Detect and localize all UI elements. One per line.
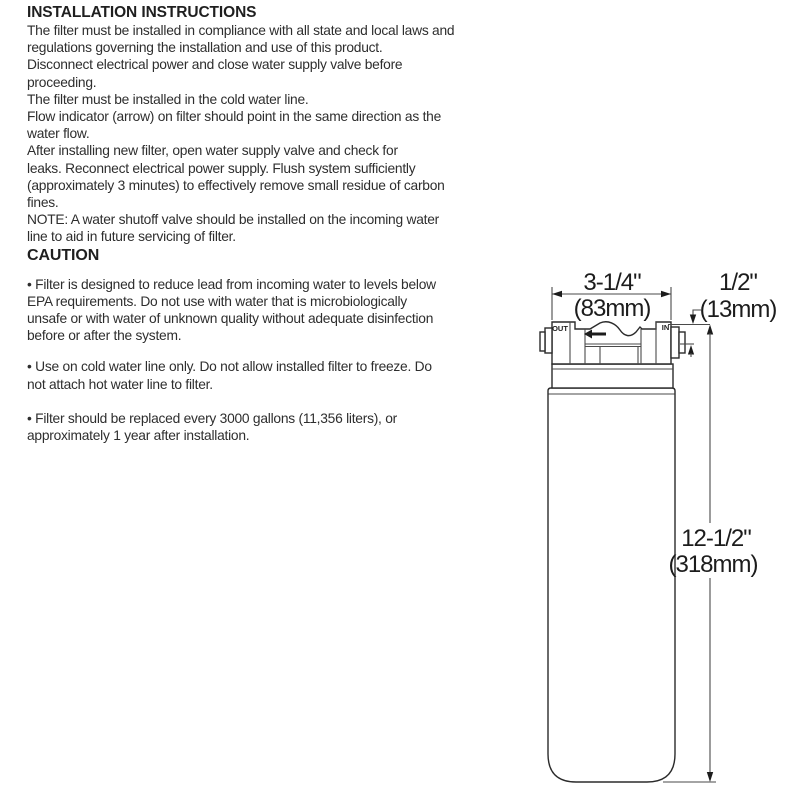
filter-head-drawing	[552, 322, 671, 364]
text-line: Flow indicator (arrow) on filter should point in the same direction as the	[27, 109, 442, 125]
caution-title: CAUTION	[27, 246, 100, 264]
text-line: The filter must be installed in compliance with all state and local laws and	[27, 23, 455, 38]
text-line: not attach hot water line to filter.	[27, 376, 213, 392]
caution-paragraph	[27, 358, 519, 392]
filter-body-drawing	[548, 388, 675, 782]
height-dimension	[663, 325, 758, 783]
port-offset-imperial-label: 1/2"	[719, 269, 757, 296]
text-line: NOTE: A water shutoff valve should be installed on the incoming water	[27, 212, 439, 228]
inlet-port-label: IN	[661, 323, 670, 332]
text-line: • Use on cold water line only. Do not allow installed filter to freeze. Do	[27, 359, 432, 375]
inlet-port-drawing	[671, 327, 685, 358]
text-line: leaks. Reconnect electrical power supply. Flush system sufficiently	[27, 160, 416, 176]
width-imperial-label: 3-1/4"	[583, 269, 641, 296]
outlet-port-label: OUT	[552, 324, 568, 333]
text-line: The filter must be installed in the cold water line.	[27, 91, 309, 107]
text-line: water flow.	[27, 126, 90, 142]
text-line: • Filter is designed to reduce lead from incoming water to levels below	[27, 276, 436, 292]
text-line: before or after the system.	[27, 328, 182, 344]
width-dimension	[552, 269, 671, 322]
caution-paragraph	[27, 276, 519, 345]
width-metric-label: (83mm)	[573, 295, 651, 322]
text-line: regulations governing the installation and use of this product.	[27, 40, 383, 56]
text-line: proceeding.	[27, 74, 97, 90]
text-line: line to aid in future servicing of filter.	[27, 229, 236, 245]
text-line: • Filter should be replaced every 3000 gallons (11,356 liters), or	[27, 410, 397, 426]
text-column	[27, 4, 519, 444]
text-line: EPA requirements. Do not use with water that is microbiologically	[27, 293, 407, 309]
caution-paragraph	[27, 410, 519, 444]
outlet-port-drawing	[540, 328, 552, 353]
height-imperial-label: 12-1/2"	[681, 525, 751, 552]
text-line: (approximately 3 minutes) to effectively remove small residue of carbon	[27, 177, 445, 193]
text-line: Disconnect electrical power and close water supply valve before	[27, 57, 403, 73]
port-offset-dimension	[668, 269, 776, 357]
text-line: After installing new filter, open water supply valve and check for	[27, 143, 398, 159]
text-line: fines.	[27, 195, 59, 211]
text-line: approximately 1 year after installation.	[27, 428, 250, 444]
installation-instructions-text	[27, 22, 519, 246]
text-line: unsafe or with water of unknown quality without adequate disinfection	[27, 311, 434, 327]
filter-diagram	[520, 260, 800, 800]
height-metric-label: (318mm)	[668, 551, 758, 578]
filter-base-drawing	[552, 364, 673, 388]
page-title: INSTALLATION INSTRUCTIONS	[27, 4, 257, 21]
port-offset-metric-label: (13mm)	[699, 296, 777, 323]
